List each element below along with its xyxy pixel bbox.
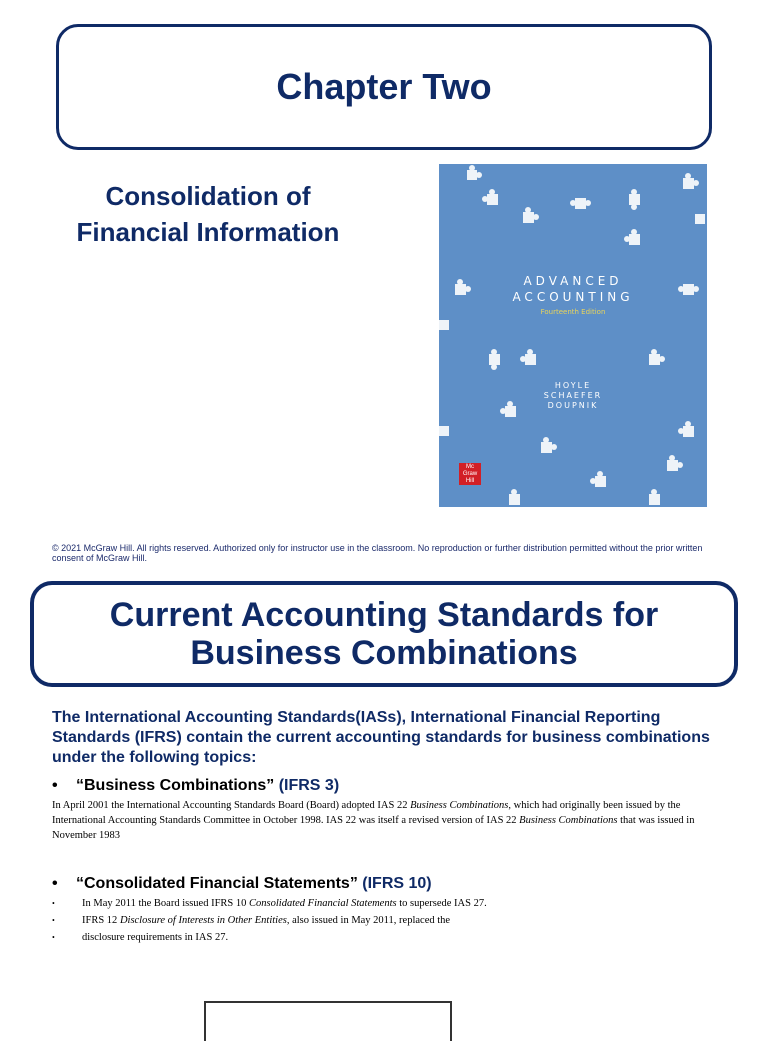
section-title-box [30, 581, 738, 687]
list-item [52, 914, 450, 928]
mcgraw-hill-logo: Mc Graw Hill [459, 463, 481, 485]
list-item [52, 931, 228, 945]
puzzle-pieces-pattern [439, 164, 707, 507]
bullet: • [52, 899, 55, 908]
puzzle-piece-icon [467, 165, 482, 180]
puzzle-piece-icon [439, 320, 449, 330]
text-run: IFRS 12 [82, 915, 120, 926]
topic-label: “Business Combinations” [76, 777, 275, 794]
bullet: • [52, 916, 55, 925]
puzzle-piece-icon [523, 207, 539, 223]
text-run: that was issued in November 1983 [52, 815, 695, 841]
cover-author: SCHAEFER [543, 391, 603, 400]
text-run: In April 2001 the International Accounting Standards Board (Board) adopted IAS 22 [52, 800, 411, 811]
bullet: • [52, 875, 58, 892]
cover-author: DOUPNIK [547, 401, 599, 410]
copyright-notice: © 2021 McGraw Hill. All rights reserved. Authorized only for instructor use in the classroom. No reproduction or further distribution permitted without the prior written consent of McGraw Hill. [52, 543, 703, 563]
puzzle-piece-icon [590, 471, 606, 487]
chapter-subtitle: Consolidation of Financial Information [76, 181, 340, 247]
bullet: • [52, 933, 55, 942]
cover-author: HOYLE [554, 381, 592, 390]
bullet: • [52, 777, 58, 794]
text-run: , also issued in May 2011, replaced the [286, 915, 451, 926]
cover-title-line2: ACCOUNTING [512, 290, 634, 304]
text-run: to supersede IAS 27. [396, 898, 487, 909]
puzzle-piece-icon [683, 173, 699, 189]
topic-business-combinations [52, 777, 339, 795]
next-slide-frame [204, 1001, 452, 1041]
topic-reference: (IFRS 10) [362, 875, 432, 892]
chapter-title-box [56, 24, 712, 150]
puzzle-piece-icon [541, 437, 557, 453]
puzzle-piece-icon [678, 421, 694, 437]
intro-paragraph: The International Accounting Standards(IASs), International Financial Reporting Standards (IFRS) contain the current accounting standards for business combinations under the following topics: [52, 709, 710, 766]
puzzle-piece-icon [482, 189, 498, 205]
topic-consolidated-statements [52, 875, 432, 893]
topic-label: “Consolidated Financial Statements” [76, 875, 358, 892]
section-title: Current Accounting Standards for Business Combinations [109, 596, 659, 672]
list-item [52, 897, 487, 911]
puzzle-piece-icon [629, 189, 640, 210]
topic-reference: (IFRS 3) [278, 777, 340, 794]
puzzle-piece-icon [695, 214, 705, 224]
italic-title: Business Combinations [410, 800, 509, 811]
topic1-description [52, 798, 712, 843]
text-run: disclosure requirements in IAS 27. [82, 932, 229, 943]
text-run: , which had originally been issued by the International Accounting Standards Committee in October 1998. IAS 22 was itself a revised version of IAS 22 [52, 800, 681, 826]
cover-edition: Fourteenth Edition [540, 308, 606, 316]
chapter-title: Chapter Two [276, 66, 492, 107]
puzzle-piece-icon [509, 489, 520, 505]
puzzle-piece-icon [649, 349, 665, 365]
italic-title: Disclosure of Interests in Other Entities [119, 915, 287, 926]
italic-title: Business Combinations [519, 815, 618, 826]
cover-title-line1: ADVANCED [523, 274, 623, 288]
puzzle-piece-icon [649, 489, 660, 505]
italic-title: Consolidated Financial Statements [249, 898, 397, 909]
puzzle-piece-icon [624, 229, 640, 245]
puzzle-piece-icon [439, 426, 449, 436]
puzzle-piece-icon [570, 198, 591, 209]
book-cover [439, 164, 707, 507]
puzzle-piece-icon [667, 455, 683, 471]
text-run: In May 2011 the Board issued IFRS 10 [82, 898, 250, 909]
puzzle-piece-icon [520, 349, 536, 365]
puzzle-piece-icon [489, 349, 500, 370]
